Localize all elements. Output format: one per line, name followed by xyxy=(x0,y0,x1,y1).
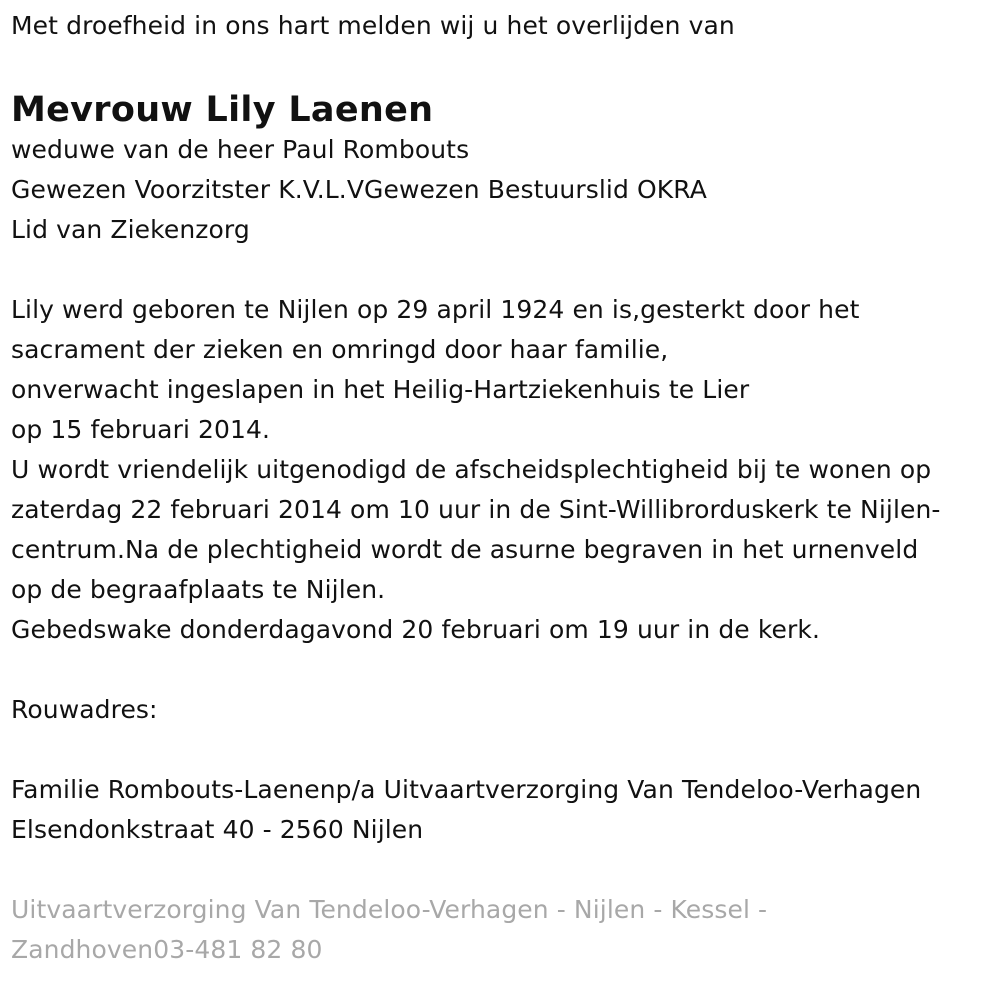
spacer xyxy=(11,850,993,890)
body-line: op 15 februari 2014. xyxy=(11,415,271,444)
address-line: Familie Rombouts-Laenenp/a Uitvaartverzorging Van Tendeloo-Verhagen xyxy=(11,775,922,804)
obituary-notice xyxy=(11,6,993,970)
footer-line: Zandhoven03-481 82 80 xyxy=(11,935,323,964)
spacer xyxy=(11,730,993,770)
spacer xyxy=(11,250,993,290)
body-line: sacrament der zieken en omringd door haar familie, xyxy=(11,335,669,364)
spacer xyxy=(11,650,993,690)
body-line: onverwacht ingeslapen in het Heilig-Hartziekenhuis te Lier xyxy=(11,375,750,404)
subtitle-membership: Lid van Ziekenzorg xyxy=(11,215,250,244)
body-line: Gebedswake donderdagavond 20 februari om 19 uur in de kerk. xyxy=(11,615,821,644)
footer-line: Uitvaartverzorging Van Tendeloo-Verhagen - Nijlen - Kessel - xyxy=(11,895,768,924)
intro-text: Met droefheid in ons hart melden wij u het overlijden van xyxy=(11,11,735,40)
subtitle-widow: weduwe van de heer Paul Rombouts xyxy=(11,135,470,164)
address-label: Rouwadres: xyxy=(11,695,158,724)
body-line: centrum.Na de plechtigheid wordt de asurne begraven in het urnenveld xyxy=(11,535,919,564)
body-line: op de begraafplaats te Nijlen. xyxy=(11,575,386,604)
deceased-name: Mevrouw Lily Laenen xyxy=(11,90,434,130)
subtitle-functions: Gewezen Voorzitster K.V.L.VGewezen Bestuurslid OKRA xyxy=(11,175,707,204)
body-line: zaterdag 22 februari 2014 om 10 uur in de Sint-Willibrorduskerk te Nijlen- xyxy=(11,495,941,524)
address-line: Elsendonkstraat 40 - 2560 Nijlen xyxy=(11,815,424,844)
body-line: U wordt vriendelijk uitgenodigd de afscheidsplechtigheid bij te wonen op xyxy=(11,455,932,484)
body-line: Lily werd geboren te Nijlen op 29 april 1924 en is,gesterkt door het xyxy=(11,295,860,324)
